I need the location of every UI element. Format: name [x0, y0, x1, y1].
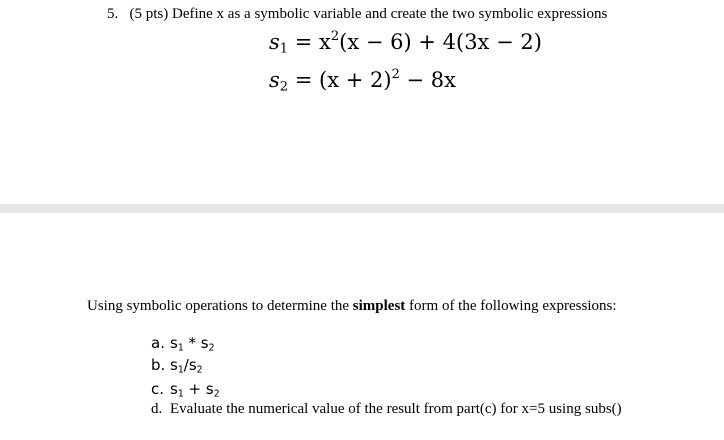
- equation-s1: [269, 29, 542, 56]
- eq2-lhs-var: s: [269, 68, 280, 93]
- eq2-rhs-before: = (x + 2): [294, 68, 392, 93]
- part-c-label: c.: [151, 380, 165, 398]
- part-c-op: +: [183, 380, 206, 398]
- part-d-label: d.: [151, 401, 163, 417]
- eq2-rhs-after: − 8x: [399, 68, 456, 93]
- instruction-before: Using symbolic operations to determine the: [87, 298, 353, 314]
- question-number: 5.: [107, 6, 119, 22]
- instruction-after: form of the following expressions:: [405, 298, 617, 314]
- instruction-text: [87, 298, 617, 315]
- part-a: [151, 334, 215, 353]
- section-divider: [0, 204, 724, 213]
- part-c-v2: s: [205, 380, 214, 398]
- question-prompt: Define x as a symbolic variable and create the two symbolic expressions: [172, 6, 608, 22]
- question-header: [107, 6, 607, 23]
- part-a-v2: s: [200, 334, 209, 352]
- part-b-s1: 1: [177, 364, 184, 376]
- part-a-s1: 1: [177, 342, 184, 354]
- part-b-s2: 2: [196, 364, 203, 376]
- part-a-label: a.: [151, 334, 165, 352]
- part-b: [151, 356, 203, 375]
- part-d: [151, 401, 622, 418]
- part-b-v1: s: [170, 356, 178, 374]
- eq1-lhs-sub: 1: [279, 41, 289, 57]
- instruction-bold: simplest: [352, 298, 406, 314]
- equation-s2: [269, 67, 456, 94]
- part-b-op: /: [183, 356, 189, 374]
- part-a-s2: 2: [208, 342, 215, 354]
- question-points: (5 pts): [129, 6, 169, 22]
- part-c-v1: s: [170, 380, 178, 398]
- eq1-rhs-before: = x: [294, 30, 331, 55]
- part-c: [151, 380, 220, 399]
- part-b-v2: s: [188, 356, 197, 374]
- eq1-lhs-var: s: [269, 30, 280, 55]
- eq1-rhs-after: (x − 6) + 4(3x − 2): [339, 30, 542, 55]
- part-c-s1: 1: [177, 388, 184, 400]
- part-c-s2: 2: [213, 388, 220, 400]
- part-b-label: b.: [151, 356, 166, 374]
- eq2-lhs-sub: 2: [279, 79, 289, 95]
- eq2-rhs-sup: 2: [391, 67, 400, 82]
- part-a-op: *: [183, 334, 201, 352]
- part-a-v1: s: [170, 334, 178, 352]
- part-d-text: Evaluate the numerical value of the result from part(c) for x=5 using subs(): [170, 401, 622, 417]
- eq1-rhs-sup: 2: [330, 29, 340, 44]
